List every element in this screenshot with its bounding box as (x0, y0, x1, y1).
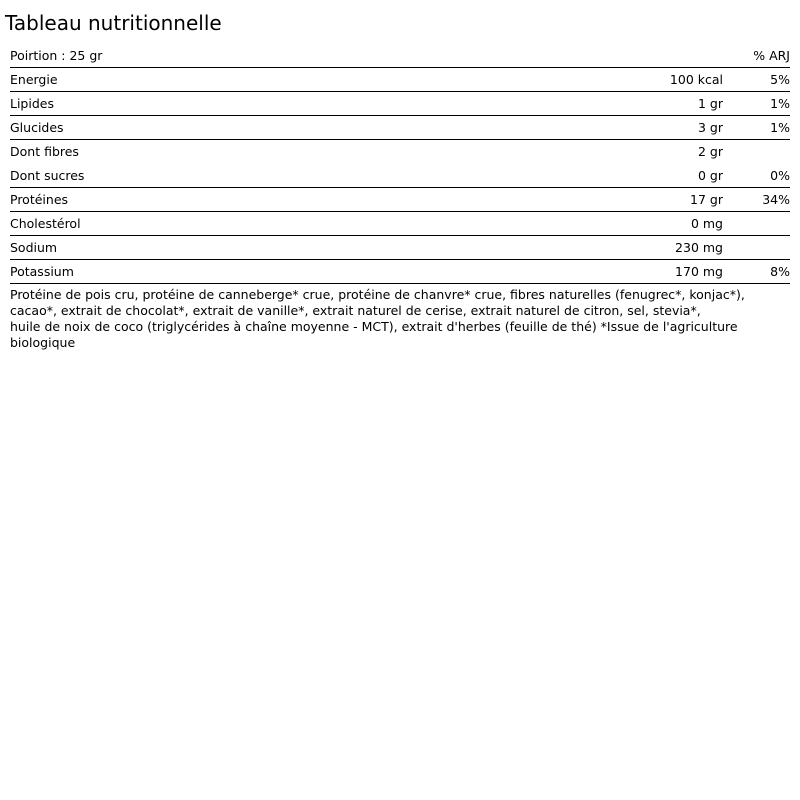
ingredients-text (10, 287, 780, 351)
nutrient-pct: 8% (770, 264, 790, 279)
table-header-row (10, 44, 790, 68)
nutrient-pct: 1% (770, 96, 790, 111)
ingredients-line: Protéine de pois cru, protéine de canneberge* crue, protéine de chanvre* crue, fibres naturelles (fenugrec*, konjac*), (10, 287, 745, 302)
ingredients-line: biologique (10, 335, 76, 350)
nutrient-amount: 170 mg (675, 264, 723, 279)
nutrient-pct: 1% (770, 120, 790, 135)
page-title: Tableau nutritionnelle (5, 11, 222, 35)
nutrient-amount: 3 gr (698, 120, 723, 135)
nutrient-name: Protéines (10, 192, 69, 207)
nutrient-name: Energie (10, 72, 58, 87)
nutrient-amount: 0 mg (690, 216, 723, 231)
nutrient-amount: 100 kcal (669, 72, 723, 87)
table-row (10, 164, 790, 188)
nutrient-pct: 5% (770, 72, 790, 87)
table-row (10, 140, 790, 164)
nutrient-name: Cholestérol (10, 216, 81, 231)
nutrient-amount: 17 gr (690, 192, 723, 207)
pct-header-label: % ARJ (753, 48, 790, 63)
nutrient-amount: 0 gr (698, 168, 723, 183)
table-row (10, 212, 790, 236)
portion-label: Poirtion : 25 gr (10, 48, 103, 63)
nutrient-amount: 1 gr (698, 96, 723, 111)
table-row (10, 188, 790, 212)
table-row (10, 68, 790, 92)
nutrient-name: Lipides (10, 96, 54, 111)
ingredients-line: cacao*, extrait de chocolat*, extrait de vanille*, extrait naturel de cerise, extrait naturel de citron, sel, stevia*, (10, 303, 701, 318)
nutrient-name: Dont sucres (10, 168, 85, 183)
nutrient-amount: 2 gr (698, 144, 723, 159)
table-row (10, 236, 790, 260)
ingredients-line: huile de noix de coco (triglycérides à chaîne moyenne - MCT), extrait d'herbes (feuille de thé) *Issue de l'agriculture (10, 319, 738, 334)
table-row (10, 92, 790, 116)
table-row (10, 260, 790, 284)
nutrient-amount: 230 mg (675, 240, 723, 255)
nutrition-table (10, 44, 790, 284)
nutrient-name: Dont fibres (10, 144, 79, 159)
nutrient-pct: 0% (770, 168, 790, 183)
nutrient-name: Glucides (10, 120, 64, 135)
nutrient-name: Sodium (10, 240, 58, 255)
table-row (10, 116, 790, 140)
nutrient-name: Potassium (10, 264, 74, 279)
nutrient-pct: 34% (762, 192, 790, 207)
